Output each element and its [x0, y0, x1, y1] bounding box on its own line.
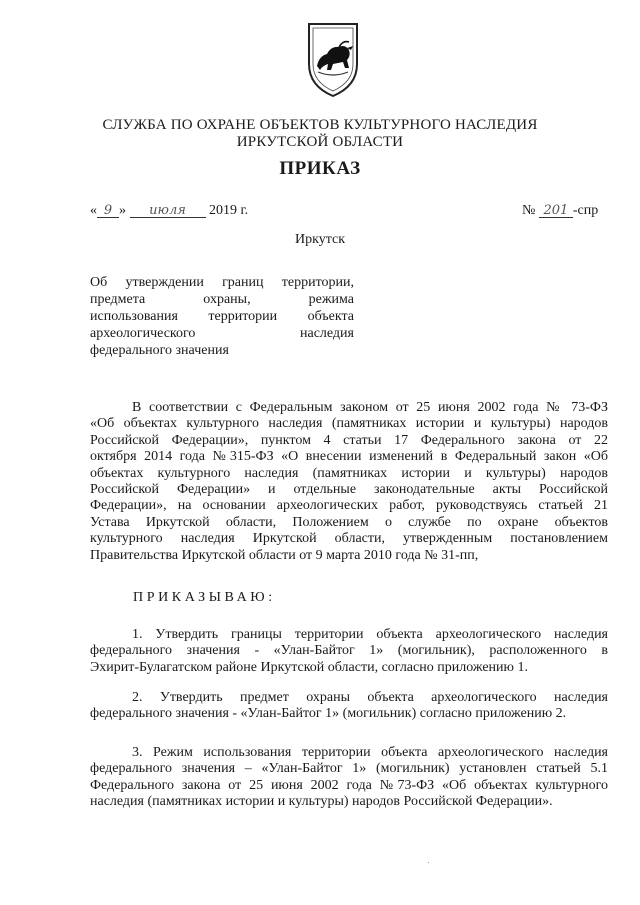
preamble-line: «Об объектах культурного наследия (памятниках истории и культуры) народов	[90, 416, 608, 432]
order-item-3	[90, 745, 608, 811]
document-title: ПРИКАЗ	[279, 158, 361, 179]
preamble-line: Российской Федерации» и отдельные законодательные акты Российской	[90, 481, 608, 497]
subject-line: Об утверждении границ территории,	[90, 275, 354, 290]
preamble-line: Федерации», на основании археологических работ, руководствуясь статьей 21	[90, 498, 608, 514]
subject-block	[90, 274, 354, 359]
subject-line: использования территории объекта	[90, 309, 354, 324]
preamble-paragraph	[90, 400, 608, 564]
preamble-line: Российской Федерации», пунктом 4 статьи 17 Федерального закона от 22	[90, 432, 608, 448]
org-name-line2: ИРКУТСКОЙ ОБЛАСТИ	[236, 134, 404, 150]
preamble-line: Устава Иркутской области, Положением о службе по охране объектов	[90, 514, 608, 530]
org-name-line1: СЛУЖБА ПО ОХРАНЕ ОБЪЕКТОВ КУЛЬТУРНОГО НАСЛЕДИЯ	[102, 117, 538, 133]
subject-line: археологического наследия	[90, 326, 354, 341]
preamble-line: Правительства Иркутской области от 9 марта 2010 года № 31-пп,	[90, 547, 479, 563]
order-item-line: Эхирит-Булагатском районе Иркутской области, согласно приложению 1.	[90, 659, 528, 675]
scan-speck	[428, 862, 429, 863]
document-number	[522, 203, 598, 219]
date-month: июля	[130, 204, 206, 218]
order-item-line: федерального значения - «Улан-Байтог 1» (могильник) согласно приложению 2.	[90, 706, 567, 722]
order-word: ПРИКАЗЫВАЮ:	[133, 590, 276, 605]
city: Иркутск	[294, 232, 346, 247]
order-item-line: 2. Утвердить предмет охраны объекта археологического наследия	[132, 690, 608, 705]
subject-line: федерального значения	[90, 343, 229, 358]
order-item-line: 3. Режим использования территории объекта археологического наследия	[132, 745, 608, 760]
date-day: 9	[97, 204, 119, 218]
number-prefix: №	[522, 203, 536, 218]
subject-line: предмета охраны, режима	[90, 292, 354, 307]
number-value: 201	[539, 204, 573, 218]
preamble-line: культурного наследия Иркутской области, утвержденным постановлением	[90, 531, 608, 547]
order-item-line: наследия (памятниках истории и культуры) народов Российской Федерации».	[90, 794, 553, 810]
preamble-line: В соответствии с Федеральным законом от 25 июня 2002 года № 73-ФЗ	[132, 400, 608, 415]
coat-of-arms-icon	[303, 20, 363, 100]
quote-close: »	[119, 203, 126, 218]
date-year: 2019 г.	[209, 203, 249, 218]
number-suffix: -спр	[572, 203, 599, 218]
order-item-line: 1. Утвердить границы территории объекта археологического наследия	[132, 627, 608, 642]
order-item-2	[90, 690, 608, 723]
preamble-line: объектах культурного наследия (памятниках истории и культуры) народов	[90, 465, 608, 481]
order-item-line: федерального значения – «Улан-Байтог 1» (могильник) установлен статьей 5.1	[90, 761, 608, 777]
document-date	[90, 203, 248, 219]
order-item-line: федерального значения - «Улан-Байтог 1» (могильник), расположенного в	[90, 643, 608, 659]
quote-open: «	[90, 203, 97, 218]
order-item-1	[90, 627, 608, 676]
preamble-line: октября 2014 года №315-ФЗ «О внесении изменений в Федеральный закон «Об	[90, 449, 608, 465]
order-item-line: Федерального закона от 25 июня 2002 года №73-ФЗ «Об объектах культурного	[90, 777, 608, 793]
